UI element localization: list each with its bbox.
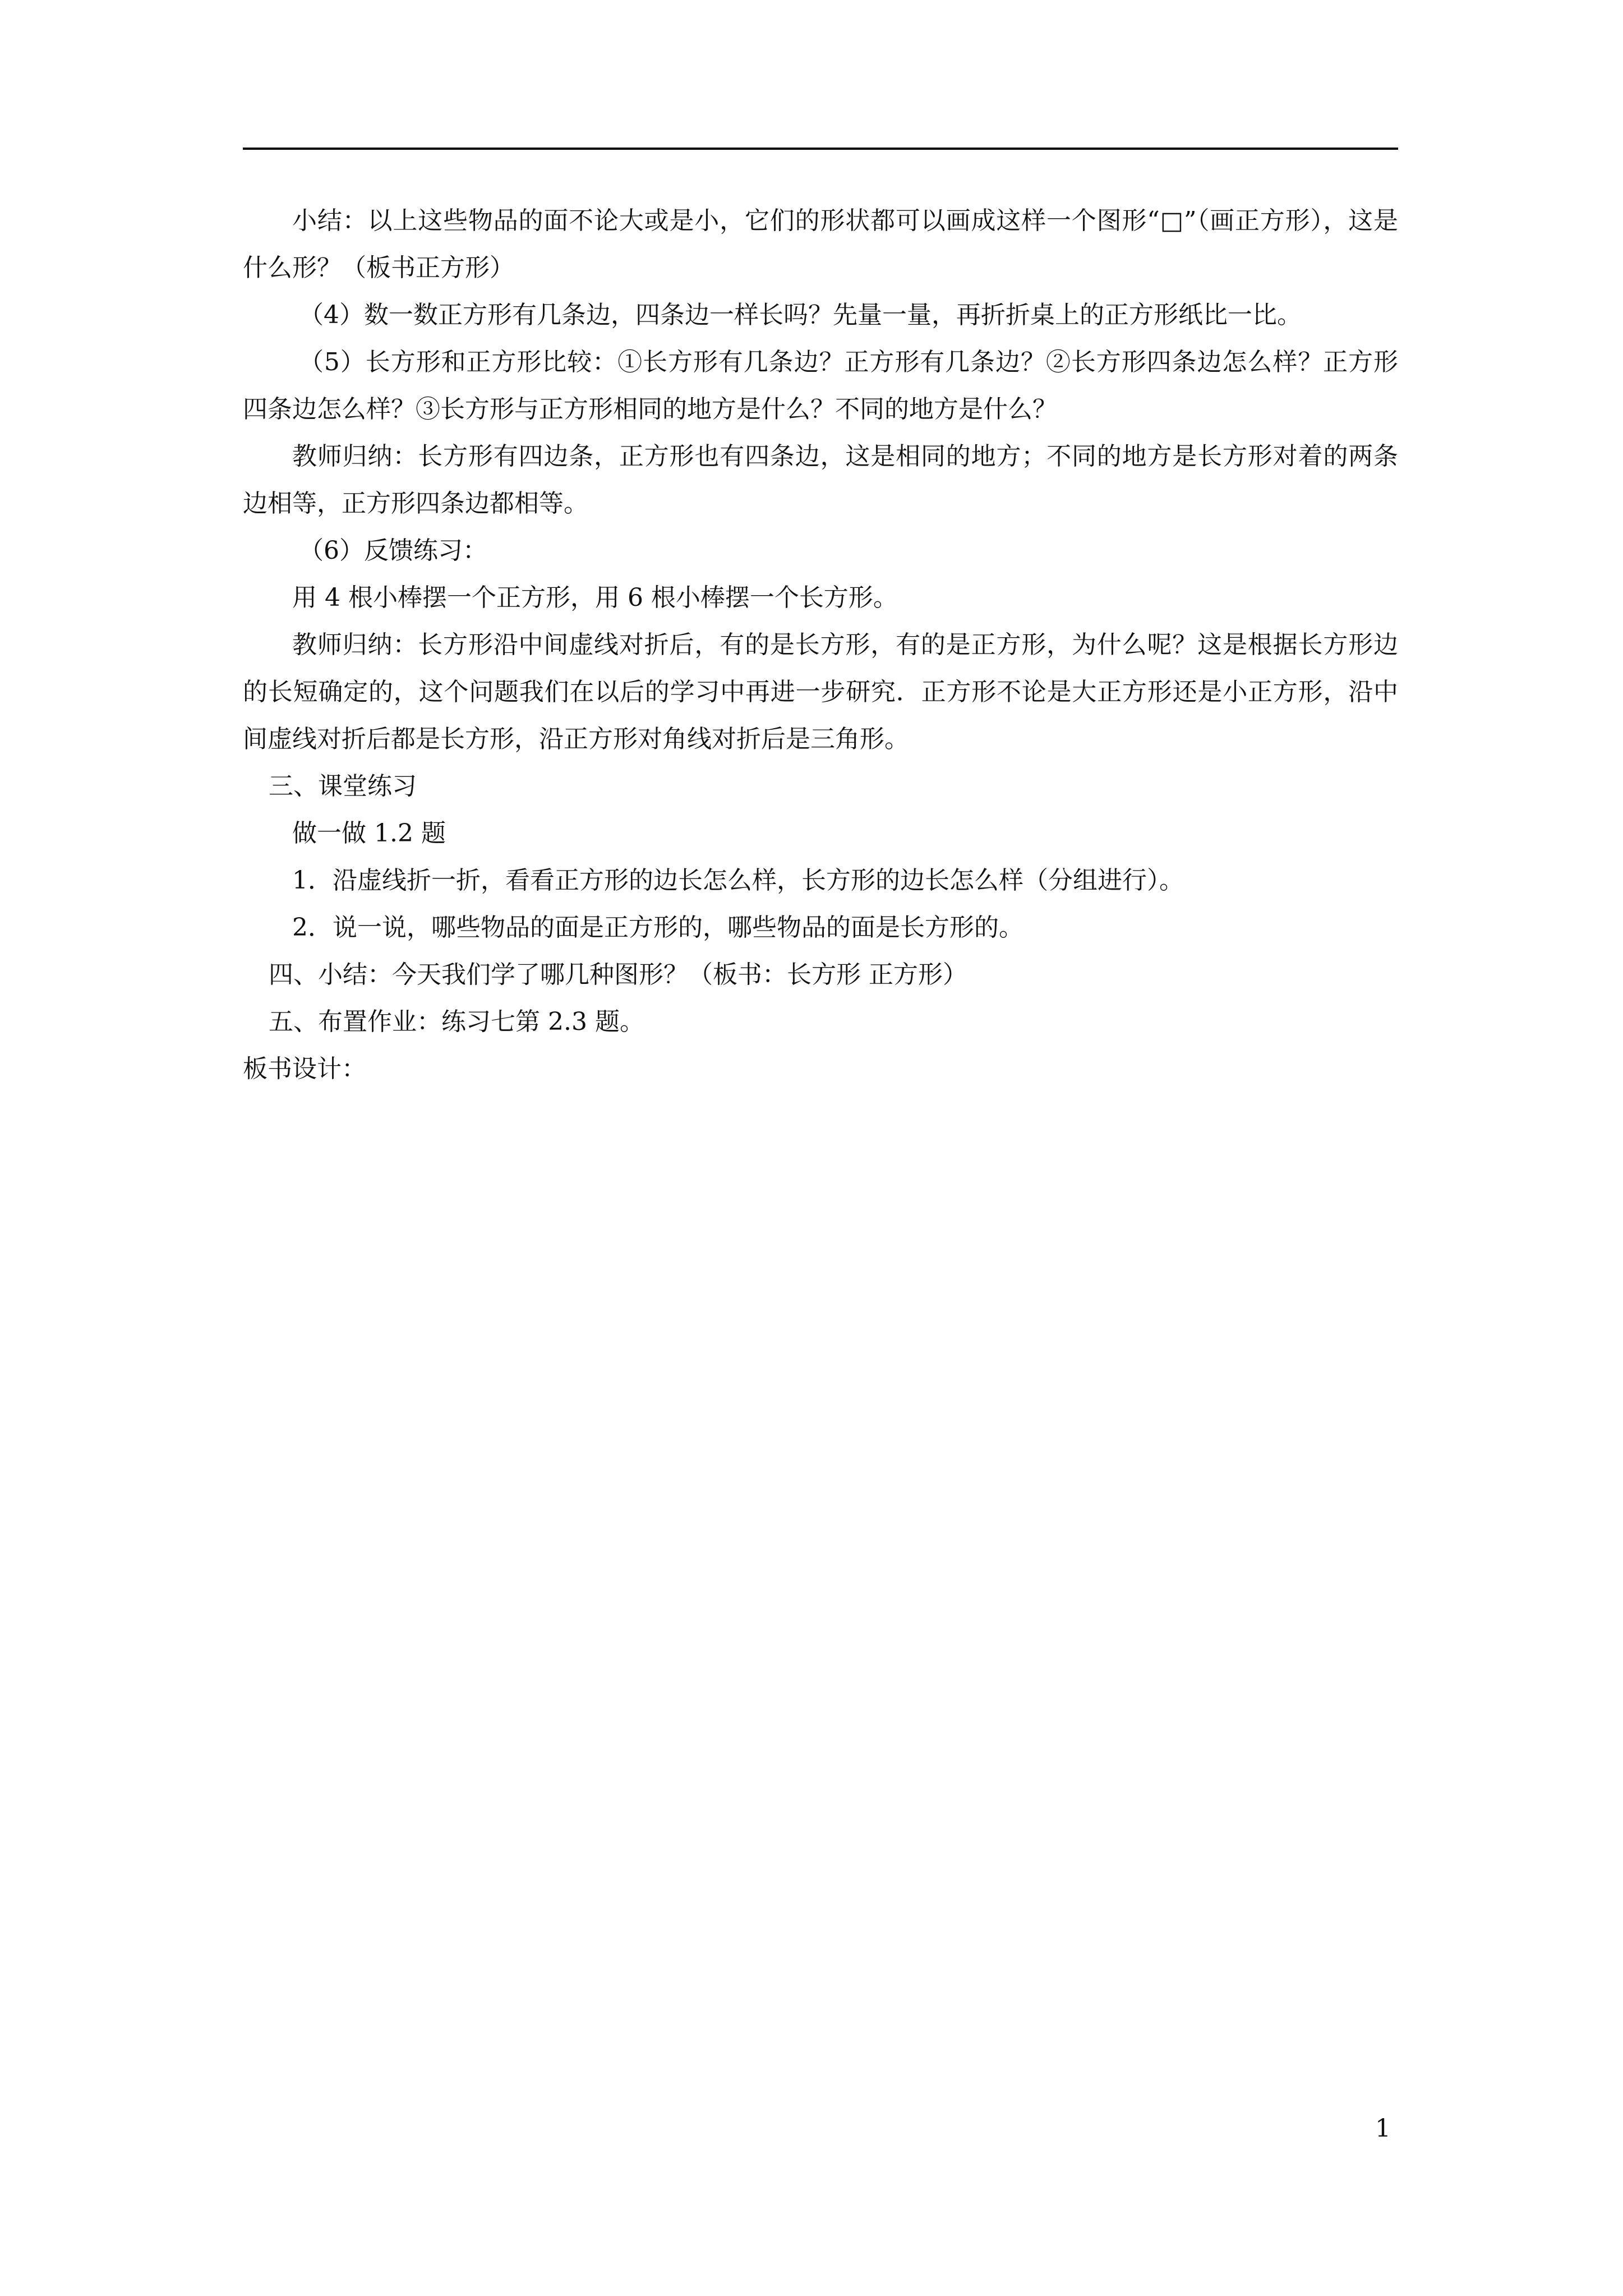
header-rule (243, 148, 1398, 150)
teacher-summary-1: 教师归纳：长方形有四边条，正方形也有四条边，这是相同的地方；不同的地方是长方形对着的两条边相等，正方形四条边都相等。 (243, 442, 1398, 518)
section-5-homework: 五、布置作业：练习七第 2.3 题。 (269, 1007, 644, 1036)
document-body (243, 197, 1398, 1093)
summary-paragraph: 小结：以上这些物品的面不论大或是小，它们的形状都可以画成这样一个图形“□”（画正方形），这是什么形？（板书正方形） (243, 206, 1398, 282)
teacher-summary-2: 教师归纳：长方形沿中间虚线对折后，有的是长方形，有的是正方形，为什么呢？这是根据长方形边的长短确定的，这个问题我们在以后的学习中再进一步研究．正方形不论是大正方形还是小正方形，沿中间虚线对折后都是长方形，沿正方形对角线对折后是三角形。 (243, 631, 1398, 753)
step-5-paragraph: （5）长方形和正方形比较：①长方形有几条边？正方形有几条边？②长方形四条边怎么样？正方形四条边怎么样？③长方形与正方形相同的地方是什么？不同的地方是什么？ (243, 348, 1398, 424)
page-number: 1 (1375, 2114, 1391, 2143)
exercise-item-1: 1．沿虚线折一折，看看正方形的边长怎么样，长方形的边长怎么样（分组进行）。 (292, 866, 1184, 895)
exercise-label: 做一做 1.2 题 (292, 819, 446, 848)
section-3-heading: 三、课堂练习 (269, 772, 417, 800)
exercise-item-2: 2．说一说，哪些物品的面是正方形的，哪些物品的面是长方形的。 (292, 913, 1023, 942)
step-6-heading: （6）反馈练习： (299, 536, 487, 565)
step-4-paragraph: （4）数一数正方形有几条边，四条边一样长吗？先量一量，再折折桌上的正方形纸比一比。 (299, 301, 1302, 329)
stick-exercise: 用 4 根小棒摆一个正方形，用 6 根小棒摆一个长方形。 (292, 583, 898, 612)
board-design-label: 板书设计： (243, 1055, 366, 1083)
section-4-summary: 四、小结：今天我们学了哪几种图形？（板书：长方形 正方形） (269, 960, 967, 989)
